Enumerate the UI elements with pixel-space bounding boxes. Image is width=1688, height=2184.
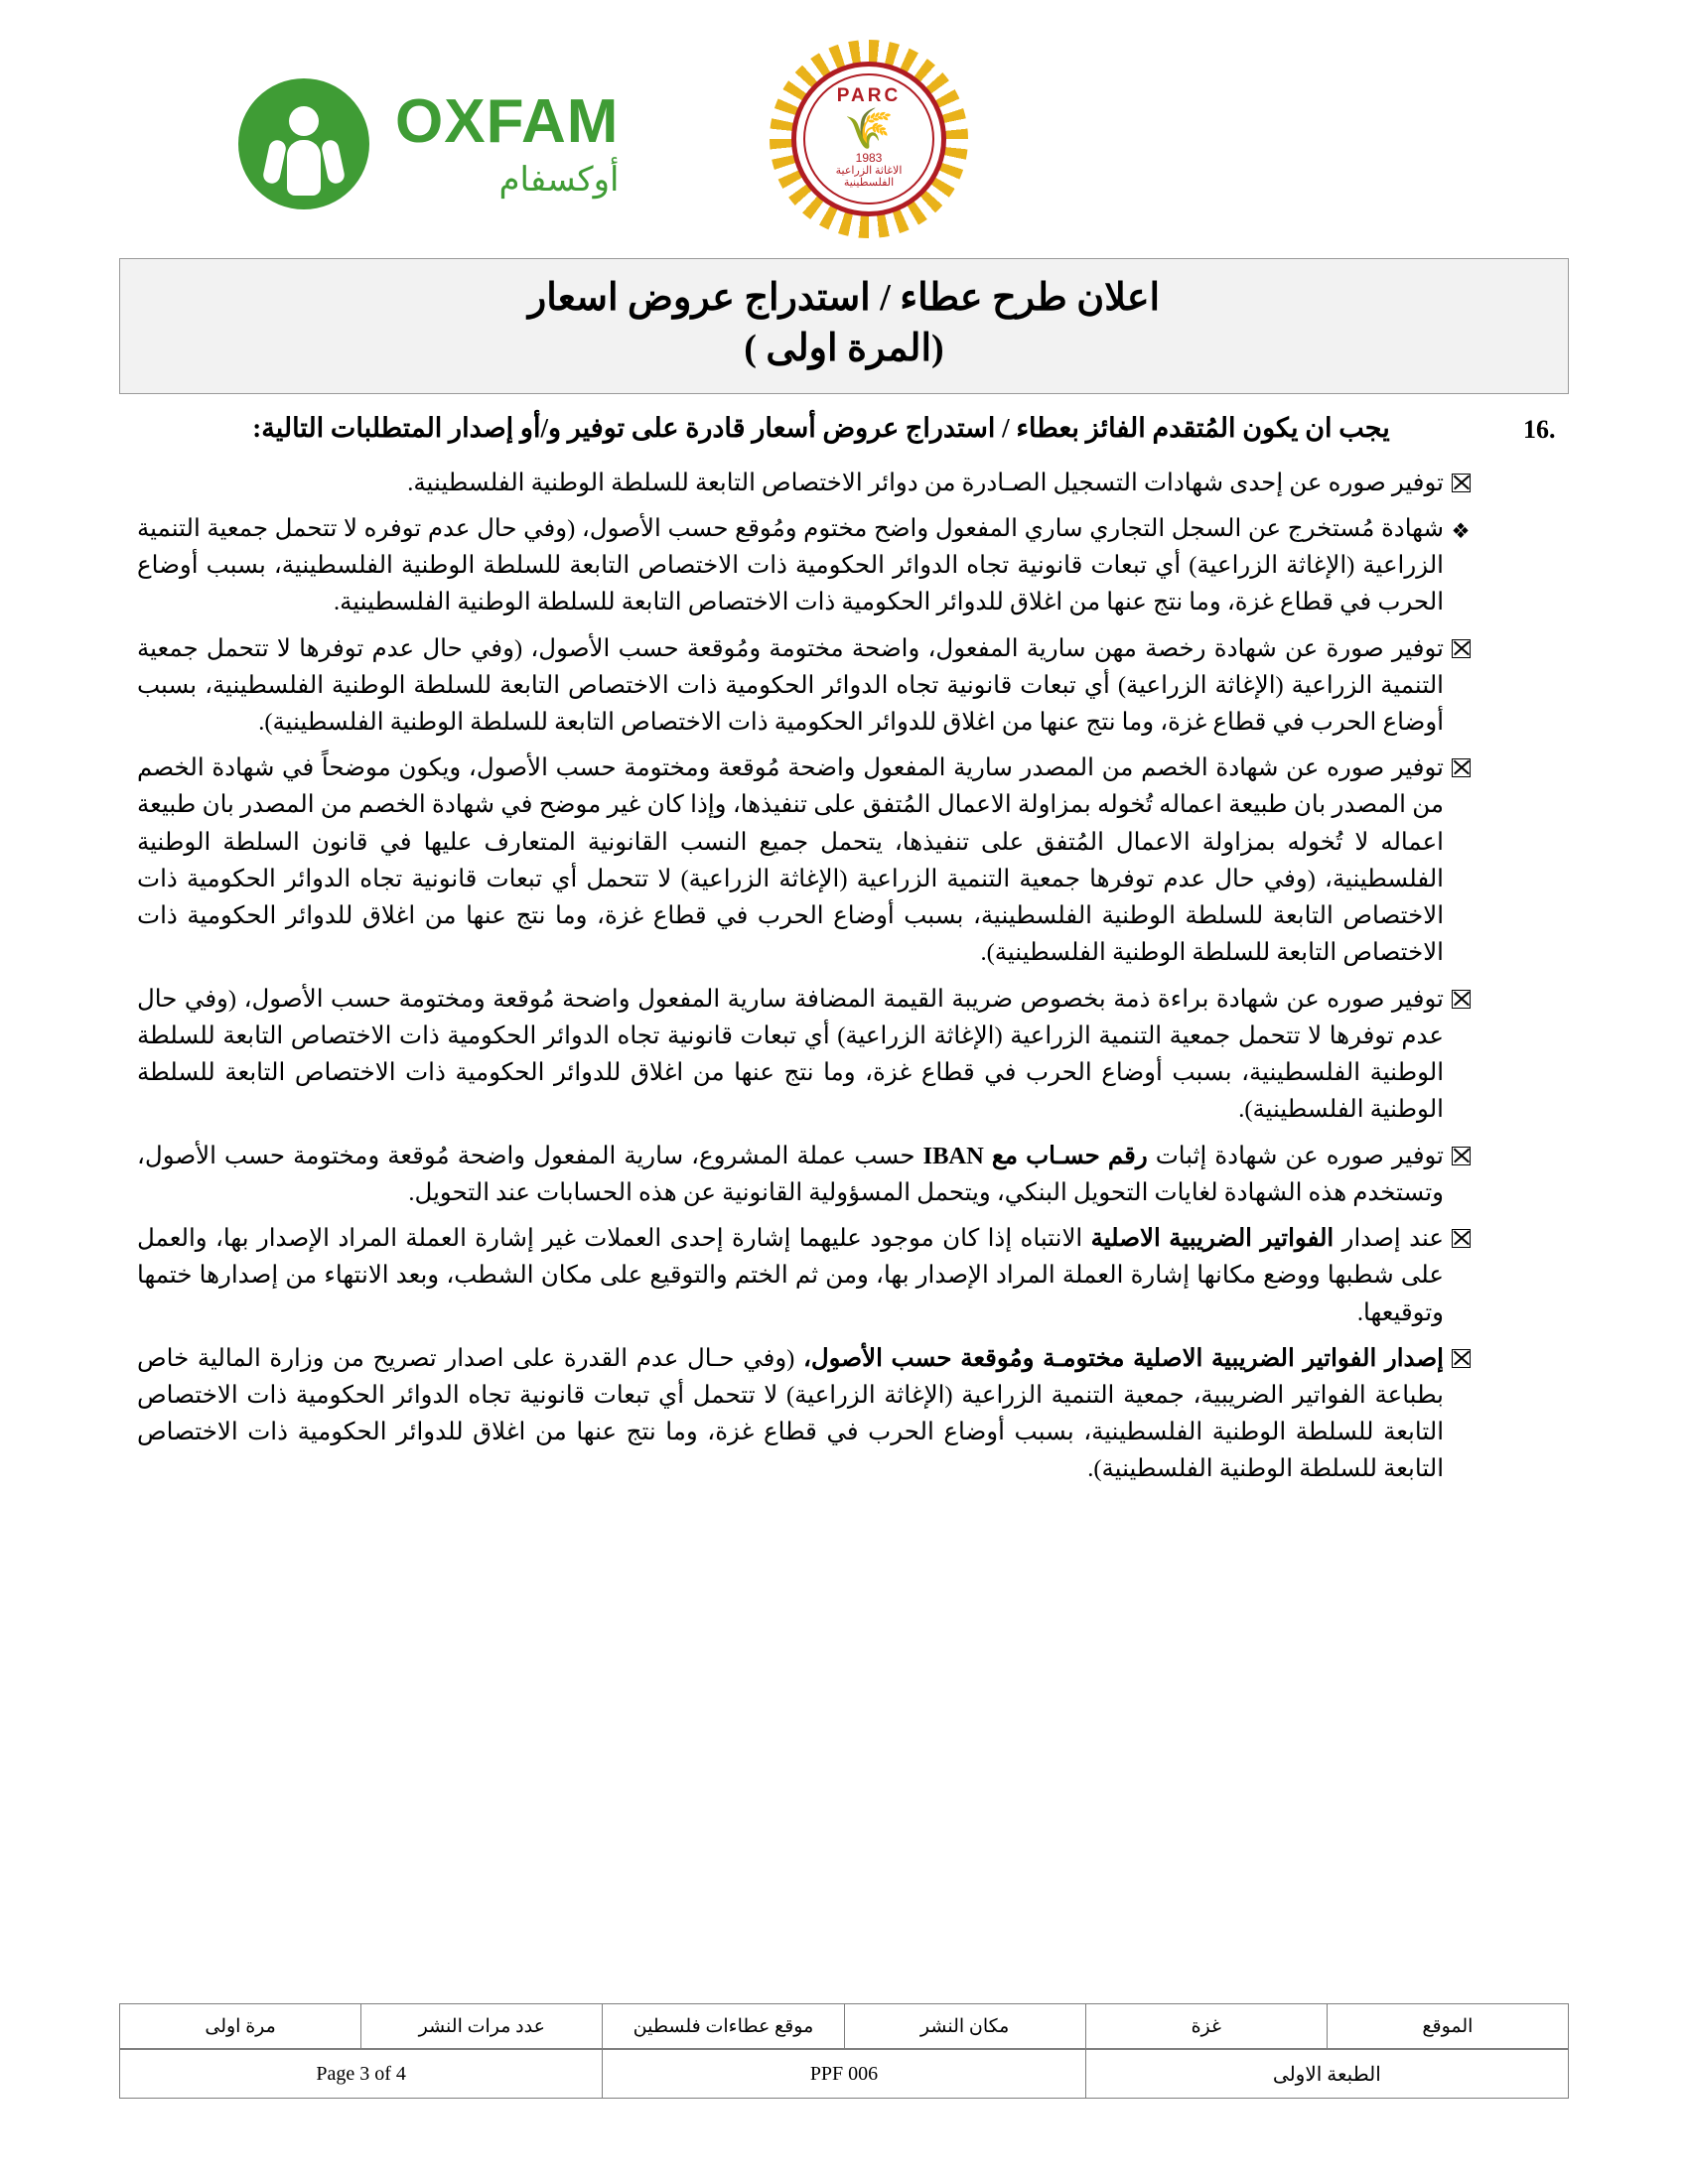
list-item-text: إصدار الفواتير الضريبية الاصلية مختومـة ومُوقعة حسب الأصول، (وفي حـال عدم القدرة على اصدار تصريح من وزارة المالية خاص بطباعة الفواتير الضريبية، جمعية التنمية الزراعية (الإغاثة الزراعية) لا تتحمل أي تبعات قانونية تجاه الدوائر الحكومية ذات الاختصاص التابعة للسلطة الوطنية الفلسطينية، بسبب أوضاع الحرب في قطاع غزة، وما نتج عنها من اغلاق للدوائر الحكومية ذات الاختصاص التابعة للسلطة الوطنية الفلسطينية). [137,1344,1444,1483]
list-item [137,465,1477,501]
oxfam-person-icon [238,78,369,209]
cell-page-number: Page 3 of 4 [120,2050,603,2099]
list-item-text: توفير صورة عن شهادة رخصة مهن سارية المفعول، واضحة مختومة ومُوقعة حسب الأصول، (وفي حال عدم توفرها لا تتحمل جمعية التنمية الزراعية (الإغاثة الزراعية) أي تبعات قانونية تجاه الدوائر الحكومية ذات الاختصاص التابعة للسلطة الوطنية الفلسطينية، بسبب أوضاع الحرب في قطاع غزة، وما نتج عنها من اغلاق للدوائر الحكومية ذات الاختصاص التابعة للسلطة الوطنية الفلسطينية). [137,634,1444,736]
cell-location-label: الموقع [1327,2004,1568,2049]
checkbox-x-icon [1444,1340,1477,1488]
cell-publish-count-label: عدد مرات النشر [361,2004,603,2049]
list-item [137,981,1477,1129]
checkbox-x-icon [1444,750,1477,971]
list-item [137,510,1477,621]
checkbox-x-icon [1444,1138,1477,1211]
checkbox-x-icon [1444,981,1477,1129]
checkbox-x-icon [1444,465,1477,501]
list-item-text: عند إصدار الفواتير الضريبية الاصلية الانتباه إذا كان موجود عليهما إشارة إحدى العملات غير إشارة العملة المراد الإصدار بها، والعمل على شطبها ووضع مكانها إشارة العملة المراد الإصدار بها، ومن ثم الختم والتوقيع على مكان الشطب، وبعد الانتهاء من إصدارها ختمها وتوقيعها. [137,1225,1445,1326]
clause-number: 16. [1523,414,1556,444]
clause-16 [119,408,1569,449]
diamond-bullet-icon: ❖ [1451,518,1471,543]
list-item [137,1340,1477,1488]
parc-logo [770,40,968,238]
document-title-box [119,258,1569,394]
cell-location-value: غزة [1085,2004,1327,2049]
checkbox-x-icon [1444,1220,1477,1331]
parc-arabic-name: الاغاثة الزراعية الفلسطينية [835,164,903,189]
list-item [137,630,1477,742]
cell-edition: الطبعة الاولى [1085,2050,1568,2099]
page-subtitle: (المرة اولى ) [744,328,944,370]
table-row [120,2050,1569,2099]
checkbox-x-icon [1444,630,1477,742]
list-item [137,1220,1477,1331]
parc-acronym: PARC [836,84,902,106]
parc-inner-disc [803,73,934,205]
oxfam-wordmark: OXFAM [395,87,620,156]
publication-table [119,2003,1569,2049]
document-meta-table [119,2049,1569,2099]
list-item-text: توفير صوره عن شهادة براءة ذمة بخصوص ضريبة القيمة المضافة سارية المفعول واضحة مُوقعة ومختومة حسب الأصول، (وفي حال عدم توفرها لا تتحمل جمعية التنمية الزراعية (الإغاثة الزراعية) أي تبعات قانونية تجاه الدوائر الحكومية ذات الاختصاص التابعة للسلطة الوطنية الفلسطينية، بسبب أوضاع الحرب في قطاع غزة، وما نتج عنها من اغلاق للدوائر الحكومية ذات الاختصاص التابعة للسلطة الوطنية الفلسطينية). [137,985,1444,1124]
header-logos [119,30,1569,258]
requirements-list [119,465,1569,1488]
cell-publish-place-value: موقع عطاءات فلسطين [603,2004,844,2049]
footer-tables [119,2003,1569,2099]
oxfam-text-block [395,87,620,199]
list-item [137,750,1477,971]
list-item-text: توفير صوره عن إحدى شهادات التسجيل الصـادرة من دوائر الاختصاص التابعة للسلطة الوطنية الفلسطينية. [407,469,1444,496]
wheat-icon: 🌾 [844,105,894,151]
list-item-text: توفير صوره عن شهادة إثبات رقم حسـاب مع IBAN حسب عملة المشروع، سارية المفعول واضحة مُوقعة ومختومة حسب الأصول، وتستخدم هذه الشهادة لغايات التحويل البنكي، ويتحمل المسؤولية القانونية عن هذه الحسابات عند التحويل. [137,1142,1445,1206]
clause-text: يجب ان يكون المُتقدم الفائز بعطاء / استدراج عروض أسعار قادرة على توفير و/أو إصدار المتطلبات التالية: [252,412,1390,443]
oxfam-arabic-name: أوكسفام [498,161,620,199]
list-item-text: توفير صوره عن شهادة الخصم من المصدر سارية المفعول واضحة مُوقعة ومختومة حسب الأصول، ويكون موضحاً في شهادة الخصم من المصدر بان طبيعة اعماله تُخوله بمزاولة الاعمال المُتفق على تنفيذها، وإذا كان غير موضح في شهادة الخصم من المصدر بان طبيعة اعماله لا تُخوله بمزاولة الاعمال المُتفق على تنفيذها، يتحمل جميع النسب القانونية المتعارف عليها في قانون السلطة الوطنية الفلسطينية، (وفي حال عدم توفرها جمعية التنمية الزراعية (الإغاثة الزراعية) لا تتحمل أي تبعات قانونية تجاه الدوائر الحكومية ذات الاختصاص التابعة للسلطة الوطنية الفلسطينية، بسبب أوضاع الحرب في قطاع غزة، وما نتج عنها من اغلاق للدوائر الحكومية ذات الاختصاص التابعة للسلطة الوطنية الفلسطينية). [137,754,1444,967]
cell-form-code: PPF 006 [603,2050,1085,2099]
cell-publish-place-label: مكان النشر [844,2004,1085,2049]
table-row [120,2004,1569,2049]
list-item [137,1138,1477,1211]
oxfam-logo [238,78,619,209]
page-title: اعلان طرح عطاء / استدراج عروض اسعار [527,277,1161,319]
parc-year: 1983 [855,150,883,165]
cell-publish-count-value: مرة اولى [120,2004,361,2049]
list-item-text: شهادة مُستخرج عن السجل التجاري ساري المفعول واضح مختوم ومُوقع حسب الأصول، (وفي حال عدم توفره لا تتحمل جمعية التنمية الزراعية (الإغاثة الزراعية) أي تبعات قانونية تجاه الدوائر الحكومية ذات الاختصاص التابعة للسلطة الوطنية الفلسطينية، بسبب أوضاع الحرب في قطاع غزة، وما نتج عنها من اغلاق للدوائر الحكومية ذات الاختصاص التابعة للسلطة الوطنية الفلسطينية. [137,514,1444,616]
